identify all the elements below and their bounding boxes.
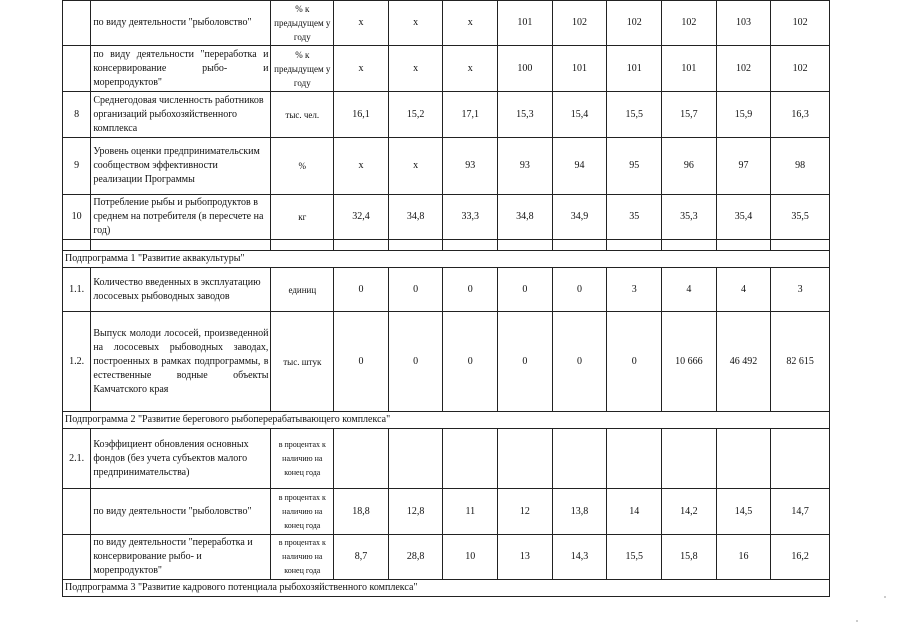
value-cell: 93 bbox=[498, 138, 553, 195]
value-cell: 96 bbox=[662, 138, 717, 195]
value-cell: 15,2 bbox=[388, 92, 443, 138]
row-number: 9 bbox=[63, 138, 91, 195]
value-cell bbox=[334, 429, 389, 489]
value-cell: 17,1 bbox=[443, 92, 498, 138]
value-cell bbox=[552, 429, 607, 489]
value-cell: 15,3 bbox=[498, 92, 553, 138]
unit-cell: единиц bbox=[271, 268, 334, 312]
empty-cell bbox=[91, 240, 271, 251]
value-cell: 11 bbox=[443, 489, 498, 535]
value-cell: 0 bbox=[334, 268, 389, 312]
value-cell bbox=[498, 429, 553, 489]
unit-cell: в процентах к наличию на конец года bbox=[271, 489, 334, 535]
table-row bbox=[63, 535, 830, 580]
value-cell: 28,8 bbox=[388, 535, 443, 580]
value-cell: 33,3 bbox=[443, 195, 498, 240]
value-cell: х bbox=[443, 1, 498, 46]
value-cell: 0 bbox=[498, 312, 553, 412]
indicator-name: Уровень оценки предпринимательским сообществом эффективности реализации Программы bbox=[91, 138, 271, 195]
table-row bbox=[63, 1, 830, 46]
table-row bbox=[63, 489, 830, 535]
value-cell: 15,7 bbox=[662, 92, 717, 138]
row-number bbox=[63, 1, 91, 46]
indicator-name: Потребление рыбы и рыбопродуктов в среднем на потребителя (в пересчете на год) bbox=[91, 195, 271, 240]
value-cell: 15,5 bbox=[607, 535, 662, 580]
value-cell bbox=[771, 429, 830, 489]
subprogram-title: Подпрограмма 1 "Развитие аквакультуры" bbox=[63, 251, 830, 268]
value-cell: 10 bbox=[443, 535, 498, 580]
table-row bbox=[63, 429, 830, 489]
row-number: 1.2. bbox=[63, 312, 91, 412]
table-row bbox=[63, 92, 830, 138]
value-cell: 0 bbox=[498, 268, 553, 312]
row-number bbox=[63, 46, 91, 92]
row-number bbox=[63, 535, 91, 580]
value-cell: 97 bbox=[716, 138, 771, 195]
value-cell: 102 bbox=[662, 1, 717, 46]
value-cell: 3 bbox=[607, 268, 662, 312]
value-cell: 100 bbox=[498, 46, 553, 92]
value-cell: 102 bbox=[552, 1, 607, 46]
value-cell: 16,3 bbox=[771, 92, 830, 138]
empty-cell bbox=[552, 240, 607, 251]
row-number bbox=[63, 489, 91, 535]
value-cell: 14,5 bbox=[716, 489, 771, 535]
value-cell: х bbox=[388, 138, 443, 195]
indicator-name: Выпуск молоди лососей, произведенной на лососевых рыбоводных заводах, построенных в рамках подпрограммы, в естественные водные объекты Камчатского края bbox=[91, 312, 271, 412]
value-cell: 0 bbox=[607, 312, 662, 412]
value-cell bbox=[388, 429, 443, 489]
value-cell: 46 492 bbox=[716, 312, 771, 412]
row-number: 2.1. bbox=[63, 429, 91, 489]
value-cell bbox=[662, 429, 717, 489]
value-cell bbox=[443, 429, 498, 489]
indicator-name: Коэффициент обновления основных фондов (без учета субъектов малого предпринимательства) bbox=[91, 429, 271, 489]
subprogram-header-row bbox=[63, 412, 830, 429]
unit-cell: тыс. чел. bbox=[271, 92, 334, 138]
value-cell: 82 615 bbox=[771, 312, 830, 412]
value-cell: 16,1 bbox=[334, 92, 389, 138]
value-cell: х bbox=[388, 46, 443, 92]
value-cell: 101 bbox=[607, 46, 662, 92]
empty-cell bbox=[271, 240, 334, 251]
indicator-name: Количество введенных в эксплуатацию лососевых рыбоводных заводов bbox=[91, 268, 271, 312]
scan-artifact bbox=[884, 596, 886, 598]
value-cell: 0 bbox=[388, 312, 443, 412]
empty-cell bbox=[334, 240, 389, 251]
scan-artifact bbox=[856, 620, 858, 622]
value-cell: 13,8 bbox=[552, 489, 607, 535]
value-cell: 15,8 bbox=[662, 535, 717, 580]
value-cell: 18,8 bbox=[334, 489, 389, 535]
empty-row bbox=[63, 240, 830, 251]
value-cell: 101 bbox=[552, 46, 607, 92]
empty-cell bbox=[716, 240, 771, 251]
value-cell: 14,7 bbox=[771, 489, 830, 535]
empty-cell bbox=[63, 240, 91, 251]
value-cell: 95 bbox=[607, 138, 662, 195]
value-cell: х bbox=[443, 46, 498, 92]
value-cell: 4 bbox=[716, 268, 771, 312]
value-cell: 12 bbox=[498, 489, 553, 535]
value-cell: 0 bbox=[388, 268, 443, 312]
value-cell: 14 bbox=[607, 489, 662, 535]
unit-cell: % к предыдущем у году bbox=[271, 1, 334, 46]
subprogram-title: Подпрограмма 2 "Развитие берегового рыбоперерабатывающего комплекса" bbox=[63, 412, 830, 429]
value-cell: 103 bbox=[716, 1, 771, 46]
value-cell: х bbox=[334, 1, 389, 46]
value-cell: х bbox=[334, 138, 389, 195]
value-cell: 102 bbox=[607, 1, 662, 46]
empty-cell bbox=[771, 240, 830, 251]
value-cell: 34,8 bbox=[498, 195, 553, 240]
value-cell: 14,3 bbox=[552, 535, 607, 580]
value-cell: 101 bbox=[662, 46, 717, 92]
value-cell: 4 bbox=[662, 268, 717, 312]
value-cell: 34,8 bbox=[388, 195, 443, 240]
value-cell: 35,3 bbox=[662, 195, 717, 240]
empty-cell bbox=[498, 240, 553, 251]
row-number: 10 bbox=[63, 195, 91, 240]
value-cell bbox=[716, 429, 771, 489]
value-cell: 93 bbox=[443, 138, 498, 195]
table-body bbox=[63, 1, 830, 597]
table-row bbox=[63, 268, 830, 312]
empty-cell bbox=[443, 240, 498, 251]
table-row bbox=[63, 138, 830, 195]
unit-cell: кг bbox=[271, 195, 334, 240]
unit-cell: в процентах к наличию на конец года bbox=[271, 535, 334, 580]
table-row bbox=[63, 312, 830, 412]
unit-cell: % к предыдущем у году bbox=[271, 46, 334, 92]
indicator-name: по виду деятельности "рыболовство" bbox=[91, 489, 271, 535]
value-cell: 0 bbox=[552, 268, 607, 312]
value-cell bbox=[607, 429, 662, 489]
empty-cell bbox=[662, 240, 717, 251]
value-cell: 16,2 bbox=[771, 535, 830, 580]
value-cell: 15,4 bbox=[552, 92, 607, 138]
indicator-name: по виду деятельности "переработка и консервирование рыбо- и морепродуктов" bbox=[91, 535, 271, 580]
value-cell: 0 bbox=[443, 268, 498, 312]
value-cell: 15,9 bbox=[716, 92, 771, 138]
value-cell: 0 bbox=[552, 312, 607, 412]
subprogram-title: Подпрограмма 3 "Развитие кадрового потенциала рыбохозяйственного комплекса" bbox=[63, 580, 830, 597]
subprogram-header-row bbox=[63, 580, 830, 597]
empty-cell bbox=[607, 240, 662, 251]
indicator-name: по виду деятельности "переработка и консервирование рыбо- и морепродуктов" bbox=[91, 46, 271, 92]
indicators-table bbox=[62, 0, 830, 597]
value-cell: 13 bbox=[498, 535, 553, 580]
subprogram-header-row bbox=[63, 251, 830, 268]
value-cell: 34,9 bbox=[552, 195, 607, 240]
value-cell: 0 bbox=[334, 312, 389, 412]
table-row bbox=[63, 195, 830, 240]
value-cell: 102 bbox=[771, 46, 830, 92]
unit-cell: тыс. штук bbox=[271, 312, 334, 412]
value-cell: 12,8 bbox=[388, 489, 443, 535]
row-number: 8 bbox=[63, 92, 91, 138]
unit-cell: в процентах к наличию на конец года bbox=[271, 429, 334, 489]
value-cell: 102 bbox=[771, 1, 830, 46]
value-cell: 94 bbox=[552, 138, 607, 195]
value-cell: 102 bbox=[716, 46, 771, 92]
value-cell: 15,5 bbox=[607, 92, 662, 138]
empty-cell bbox=[388, 240, 443, 251]
value-cell: 0 bbox=[443, 312, 498, 412]
value-cell: 14,2 bbox=[662, 489, 717, 535]
unit-cell: % bbox=[271, 138, 334, 195]
row-number: 1.1. bbox=[63, 268, 91, 312]
value-cell: х bbox=[388, 1, 443, 46]
value-cell: 35 bbox=[607, 195, 662, 240]
value-cell: 35,5 bbox=[771, 195, 830, 240]
value-cell: 35,4 bbox=[716, 195, 771, 240]
indicator-name: Среднегодовая численность работников организаций рыбохозяйственного комплекса bbox=[91, 92, 271, 138]
value-cell: 32,4 bbox=[334, 195, 389, 240]
value-cell: 16 bbox=[716, 535, 771, 580]
value-cell: 8,7 bbox=[334, 535, 389, 580]
indicator-name: по виду деятельности "рыболовство" bbox=[91, 1, 271, 46]
value-cell: х bbox=[334, 46, 389, 92]
value-cell: 98 bbox=[771, 138, 830, 195]
value-cell: 3 bbox=[771, 268, 830, 312]
value-cell: 10 666 bbox=[662, 312, 717, 412]
table-row bbox=[63, 46, 830, 92]
value-cell: 101 bbox=[498, 1, 553, 46]
